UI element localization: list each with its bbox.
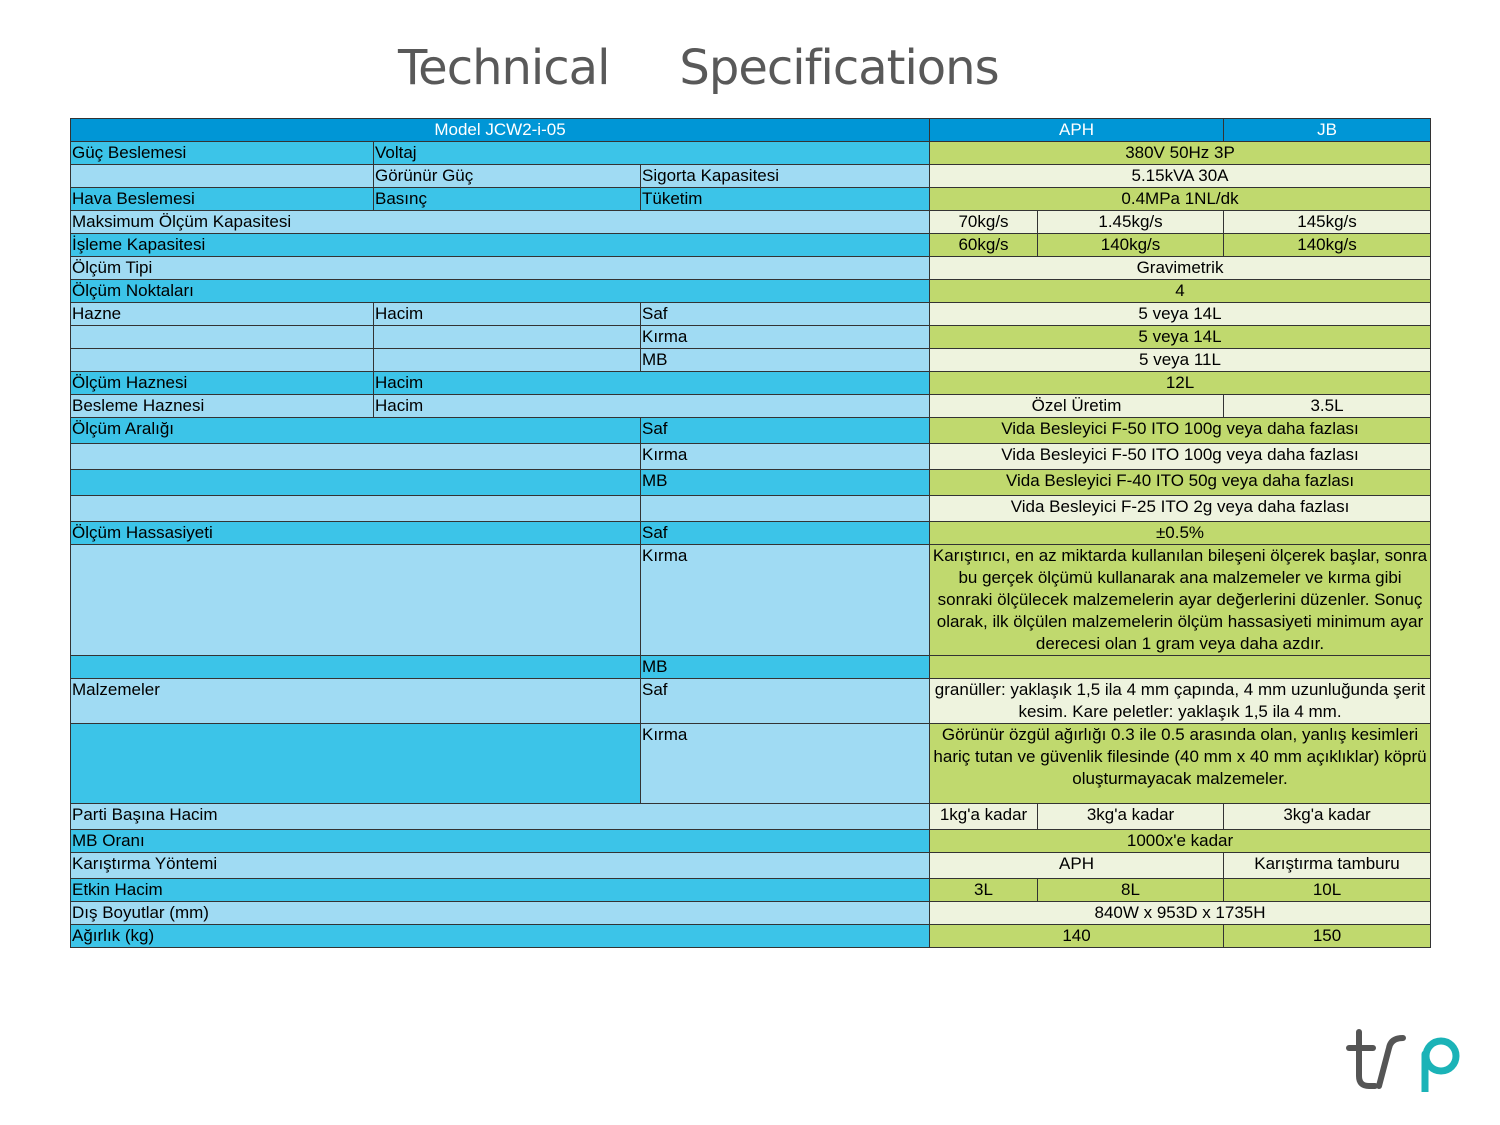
row-value-1: Özel Üretim xyxy=(930,395,1224,418)
table-row xyxy=(71,496,1431,522)
row-sublabel: Hacim xyxy=(374,372,930,395)
row-label: Malzemeler xyxy=(71,679,641,724)
table-row xyxy=(71,349,1431,372)
table-row xyxy=(71,656,1431,679)
table-row xyxy=(71,303,1431,326)
row-sublabel-2: Tüketim xyxy=(641,188,930,211)
row-label-empty xyxy=(71,545,641,656)
table-row xyxy=(71,372,1431,395)
row-value-1: 70kg/s xyxy=(930,211,1038,234)
row-sublabel-2: Kırma xyxy=(641,545,930,656)
row-value: 0.4MPa 1NL/dk xyxy=(930,188,1431,211)
table-row xyxy=(71,879,1431,902)
row-label: Güç Beslemesi xyxy=(71,142,374,165)
table-row xyxy=(71,679,1431,724)
row-value-empty xyxy=(930,656,1431,679)
row-value-1: 3L xyxy=(930,879,1038,902)
table-row xyxy=(71,418,1431,444)
row-label: Karıştırma Yöntemi xyxy=(71,853,930,879)
row-value-3: 140kg/s xyxy=(1224,234,1431,257)
row-label: Ölçüm Aralığı xyxy=(71,418,641,444)
row-value-2: 3.5L xyxy=(1224,395,1431,418)
title-word-technical: Technical xyxy=(398,40,610,96)
table-row xyxy=(71,326,1431,349)
row-value: Vida Besleyici F-50 ITO 100g veya daha fazlası xyxy=(930,444,1431,470)
row-label-empty xyxy=(71,470,641,496)
row-label-empty xyxy=(71,349,374,372)
row-label-empty xyxy=(71,444,641,470)
header-jb: JB xyxy=(1224,119,1431,142)
row-value: 5 veya 14L xyxy=(930,303,1431,326)
row-sublabel-2: Kırma xyxy=(641,326,930,349)
row-label: Ölçüm Haznesi xyxy=(71,372,374,395)
row-value-2: 140kg/s xyxy=(1038,234,1224,257)
title-word-specifications: Specifications xyxy=(679,40,999,96)
row-sublabel-2: Saf xyxy=(641,418,930,444)
table-row xyxy=(71,444,1431,470)
row-sublabel-2: Sigorta Kapasitesi xyxy=(641,165,930,188)
row-value: 1000x'e kadar xyxy=(930,830,1431,853)
row-label: Ölçüm Hassasiyeti xyxy=(71,522,641,545)
row-label: Hazne xyxy=(71,303,374,326)
row-sublabel-2: Kırma xyxy=(641,724,930,804)
row-value: Vida Besleyici F-25 ITO 2g veya daha fazlası xyxy=(930,496,1431,522)
row-sublabel-2: Saf xyxy=(641,303,930,326)
row-label-empty xyxy=(71,165,374,188)
row-value-paragraph: Karıştırıcı, en az miktarda kullanılan bileşeni ölçerek başlar, sonra bu gerçek ölçümü kullanarak ana malzemeler ve kırma gibi sonraki ölçülecek malzemelerin ayar değerlerini düzenler. Sonuç olarak, ilk ölçülen malzemelerin ölçüm hassasiyeti minimum ayar derecesi olan 1 gram veya daha azdır. xyxy=(930,545,1431,656)
table-row xyxy=(71,853,1431,879)
table-row xyxy=(71,234,1431,257)
row-sublabel-empty xyxy=(374,326,641,349)
row-sublabel-2: MB xyxy=(641,349,930,372)
row-value-paragraph: granüller: yaklaşık 1,5 ila 4 mm çapında, 4 mm uzunluğunda şerit kesim. Kare peletler: yaklaşık 1,5 ila 4 mm. xyxy=(930,679,1431,724)
row-value: 12L xyxy=(930,372,1431,395)
row-label-empty xyxy=(71,724,641,804)
row-label: Maksimum Ölçüm Kapasitesi xyxy=(71,211,930,234)
table-row xyxy=(71,165,1431,188)
row-sublabel: Basınç xyxy=(374,188,641,211)
row-value-3: 10L xyxy=(1224,879,1431,902)
row-value-3: 3kg'a kadar xyxy=(1224,804,1431,830)
row-label-empty xyxy=(71,326,374,349)
row-value-1: 60kg/s xyxy=(930,234,1038,257)
row-sublabel: Görünür Güç xyxy=(374,165,641,188)
table-row xyxy=(71,902,1431,925)
row-value-2: Karıştırma tamburu xyxy=(1224,853,1431,879)
row-label: MB Oranı xyxy=(71,830,930,853)
row-value-2: 150 xyxy=(1224,925,1431,948)
table-row xyxy=(71,470,1431,496)
row-value: Vida Besleyici F-50 ITO 100g veya daha fazlası xyxy=(930,418,1431,444)
row-value: 840W x 953D x 1735H xyxy=(930,902,1431,925)
table-row xyxy=(71,395,1431,418)
row-value-2: 1.45kg/s xyxy=(1038,211,1224,234)
row-label: Parti Başına Hacim xyxy=(71,804,930,830)
row-label: Hava Beslemesi xyxy=(71,188,374,211)
row-label-empty xyxy=(71,656,641,679)
row-label: Besleme Haznesi xyxy=(71,395,374,418)
table-row xyxy=(71,142,1431,165)
row-sublabel-2: Saf xyxy=(641,522,930,545)
row-value: 4 xyxy=(930,280,1431,303)
row-sublabel-2: Kırma xyxy=(641,444,930,470)
row-sublabel-2: Saf xyxy=(641,679,930,724)
row-label: Dış Boyutlar (mm) xyxy=(71,902,930,925)
table-row xyxy=(71,522,1431,545)
header-model: Model JCW2-i-05 xyxy=(71,119,930,142)
row-label-empty xyxy=(71,496,641,522)
table-row xyxy=(71,830,1431,853)
row-value: ±0.5% xyxy=(930,522,1431,545)
spec-table xyxy=(70,118,1431,948)
page-title xyxy=(398,40,999,96)
row-sublabel-2: MB xyxy=(641,656,930,679)
row-value: 5 veya 14L xyxy=(930,326,1431,349)
row-value-2: 3kg'a kadar xyxy=(1038,804,1224,830)
table-row xyxy=(71,211,1431,234)
row-sublabel: Hacim xyxy=(374,303,641,326)
row-label: İşleme Kapasitesi xyxy=(71,234,930,257)
row-label: Ölçüm Tipi xyxy=(71,257,930,280)
table-row xyxy=(71,545,1431,656)
row-value: Gravimetrik xyxy=(930,257,1431,280)
row-value-3: 145kg/s xyxy=(1224,211,1431,234)
row-label: Ölçüm Noktaları xyxy=(71,280,930,303)
header-row xyxy=(71,119,1431,142)
row-value: 380V 50Hz 3P xyxy=(930,142,1431,165)
table-row xyxy=(71,188,1431,211)
row-value: Vida Besleyici F-40 ITO 50g veya daha fazlası xyxy=(930,470,1431,496)
table-row xyxy=(71,804,1431,830)
table-row xyxy=(71,280,1431,303)
row-sublabel: Hacim xyxy=(374,395,930,418)
row-sublabel-empty xyxy=(641,496,930,522)
row-value-paragraph: Görünür özgül ağırlığı 0.3 ile 0.5 arasında olan, yanlış kesimleri hariç tutan ve güvenlik filesinde (40 mm x 40 mm açıklıklar) köprü oluşturmayacak malzemeler. xyxy=(930,724,1431,804)
table-row xyxy=(71,257,1431,280)
row-label: Etkin Hacim xyxy=(71,879,930,902)
row-sublabel-empty xyxy=(374,349,641,372)
row-value: 5 veya 11L xyxy=(930,349,1431,372)
row-value-1: 140 xyxy=(930,925,1224,948)
header-aph: APH xyxy=(930,119,1224,142)
row-value-1: 1kg'a kadar xyxy=(930,804,1038,830)
row-value-1: APH xyxy=(930,853,1224,879)
table-row xyxy=(71,724,1431,804)
table-row xyxy=(71,925,1431,948)
row-value-2: 8L xyxy=(1038,879,1224,902)
row-value: 5.15kVA 30A xyxy=(930,165,1431,188)
row-label: Ağırlık (kg) xyxy=(71,925,930,948)
row-sublabel: Voltaj xyxy=(374,142,930,165)
tsp-logo xyxy=(1345,1028,1465,1092)
row-sublabel-2: MB xyxy=(641,470,930,496)
